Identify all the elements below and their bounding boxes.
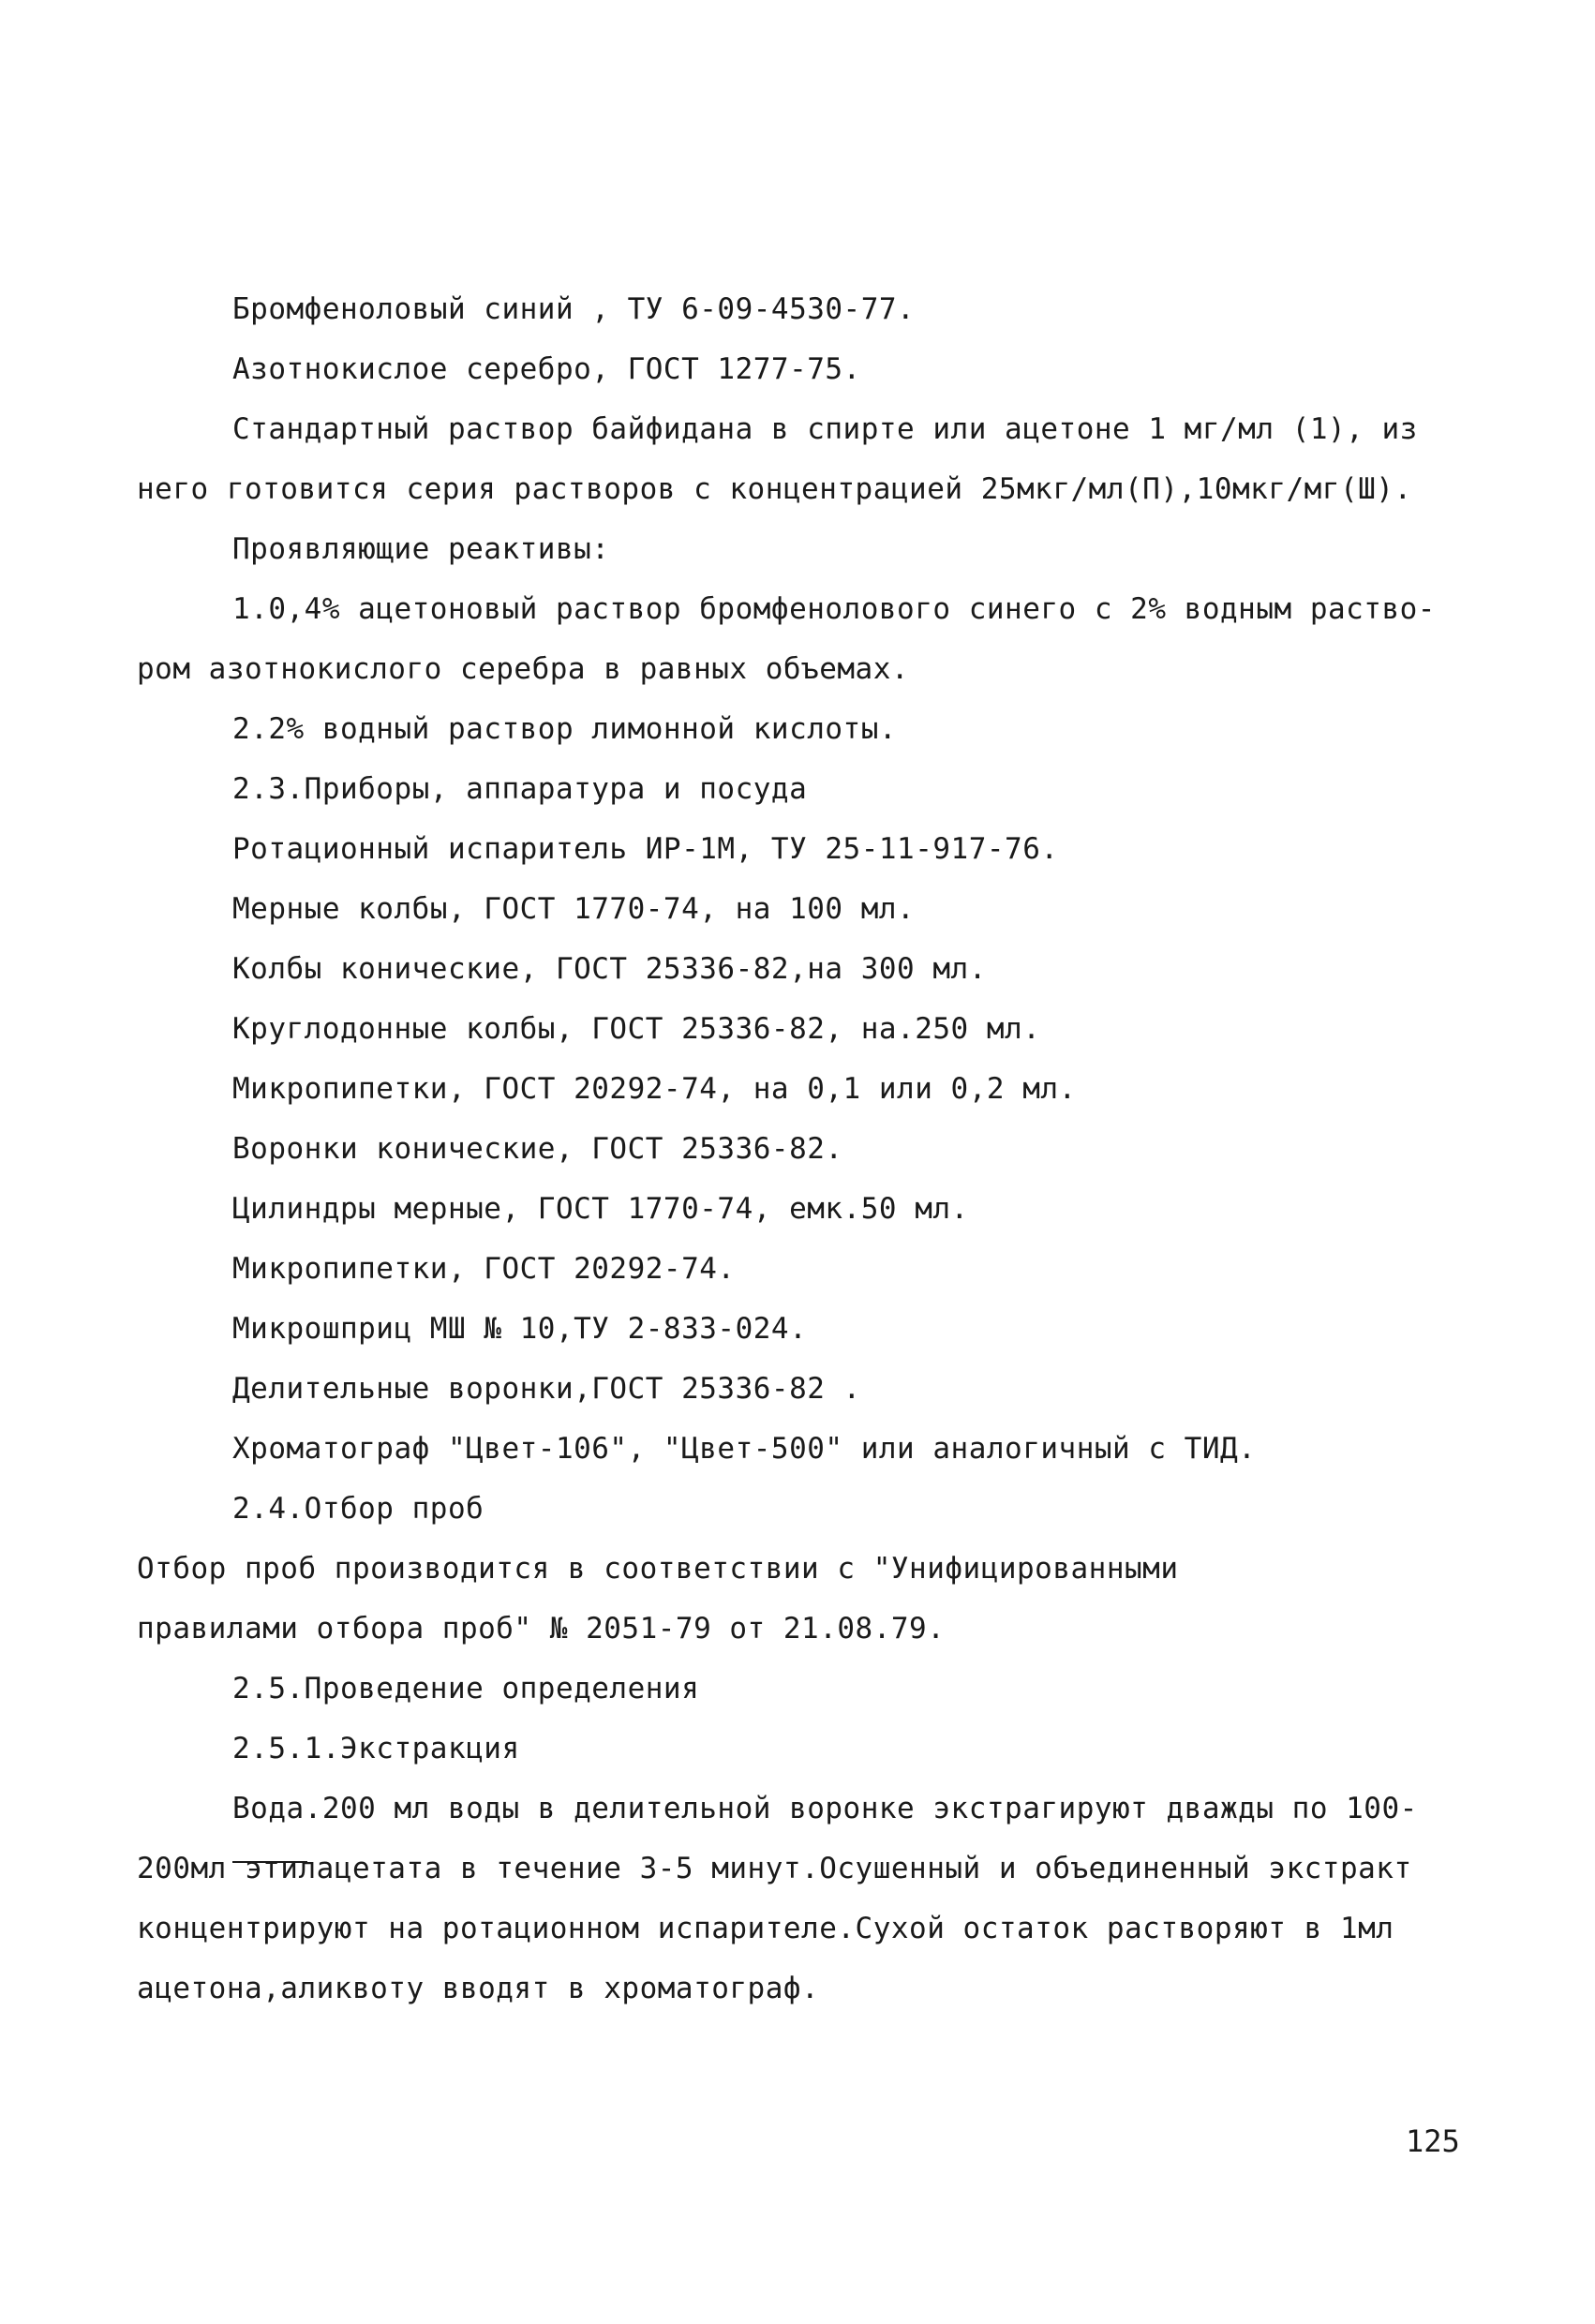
text-line: 2.2% водный раствор лимонной кислоты. — [232, 712, 898, 746]
text-line: концентрируют на ротационном испарителе.Сухой остаток растворяют в 1мл — [137, 1912, 1394, 1945]
text-line: Ротационный испаритель ИР-1М, ТУ 25-11-917-76. — [232, 832, 1059, 866]
text-line: Бромфеноловый синий , ТУ 6-09-4530-77. — [232, 292, 916, 326]
text-line: Отбор проб производится в соответствии с "Унифицированными — [137, 1552, 1179, 1586]
text-line: ацетона,аликвоту вводят в хроматограф. — [137, 1972, 820, 2005]
section-heading: 2.5.1.Экстракция — [232, 1732, 520, 1765]
text-line: Делительные воронки,ГОСТ 25336-82 . — [232, 1372, 861, 1406]
page-number: 125 — [1406, 2123, 1460, 2159]
text-line: ром азотнокислого серебра в равных объемах. — [137, 652, 910, 686]
text-line: Азотнокислое серебро, ГОСТ 1277-75. — [232, 352, 861, 386]
text-line: Цилиндры мерные, ГОСТ 1770-74, емк.50 мл. — [232, 1192, 969, 1226]
text-line: Круглодонные колбы, ГОСТ 25336-82, на.250 мл. — [232, 1012, 1041, 1046]
section-heading: 2.3.Приборы, аппаратура и посуда — [232, 772, 808, 806]
text-line: Микропипетки, ГОСТ 20292-74. — [232, 1252, 736, 1286]
text-line: него готовится серия растворов с концентрацией 25мкг/мл(П),10мкг/мг(Ш). — [137, 472, 1412, 506]
section-heading: 2.5.Проведение определения — [232, 1672, 700, 1706]
text-line: Мерные колбы, ГОСТ 1770-74, на 100 мл. — [232, 892, 916, 926]
text-line: Микрошприц МШ № 10,ТУ 2-833-024. — [232, 1312, 808, 1346]
text-line: Воронки конические, ГОСТ 25336-82. — [232, 1132, 843, 1166]
text-line: Микропипетки, ГОСТ 20292-74, на 0,1 или 0,2 мл. — [232, 1072, 1077, 1106]
text-line: Вода.200 мл воды в делительной воронке экстрагируют дважды по 100- — [232, 1792, 1418, 1825]
text-line: Проявляющие реактивы: — [232, 532, 610, 566]
text-line: правилами отбора проб" № 2051-79 от 21.08.79. — [137, 1612, 946, 1646]
text-line: Стандартный раствор байфидана в спирте или ацетоне 1 мг/мл (1), из — [232, 412, 1418, 446]
text-line: 200мл этилацетата в течение 3-5 минут.Осушенный и объединенный экстракт — [137, 1852, 1412, 1885]
section-heading: 2.4.Отбор проб — [232, 1492, 484, 1526]
text-line: Хроматограф "Цвет-106", "Цвет-500" или аналогичный с ТИД. — [232, 1432, 1257, 1466]
text-line: 1.0,4% ацетоновый раствор бромфенолового синего с 2% водным раство- — [232, 592, 1436, 626]
text-line: Колбы конические, ГОСТ 25336-82,на 300 мл. — [232, 952, 987, 986]
